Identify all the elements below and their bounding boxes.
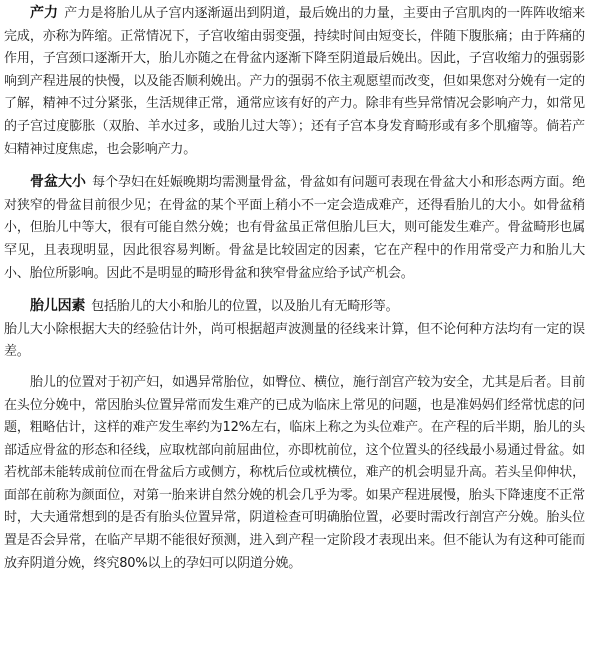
section-heading: 产力 xyxy=(30,5,59,21)
fetal-position-paragraph: 胎儿的位置对于初产妇，如遇异常胎位，如臀位、横位，施行剖宫产较为安全，尤其是后者。目前在头位分娩中，常因胎头位置异常而发生难产的已成为临床上常见的问题，也是准妈妈们经常忧虑的问题，粗略估计，这样的难产发生率约为12%左右，临床上称之为头位难产。在产程的后半期，胎儿的头部适应骨盆的形态和径线，应取枕部向前屈曲位，亦即枕前位，这个位置头的径线最小易通过骨盆。如若枕部未能转成前位而在骨盆后方或侧方，称枕后位或枕横位，难产的机会明显升高。若头呈仰伸状，面部在前称为颜面位，对第一胎来讲自然分娩的机会几乎为零。如果产程进展慢，胎头下降速度不正常时，大夫通常想到的是否有胎头位置异常，阴道检查可明确胎位置，必要时需改行剖宫产分娩。胎头位置是否会异常，在临产早期不能很好预测，进入到产程一定阶段才表现出来。但不能认为有这种可能而放弃阴道分娩，终究80%以上的孕妇可以阴道分娩。 xyxy=(4,374,585,571)
section-labor-force xyxy=(4,2,585,161)
fetal-size-paragraph: 胎儿大小除根据大夫的经验估计外，尚可根据超声波测量的径线来计算，但不论何种方法均有一定的误差。 xyxy=(4,321,585,360)
section-text: 包括胎儿的大小和胎儿的位置，以及胎儿有无畸形等。 xyxy=(91,299,399,315)
section-fetal-factors xyxy=(4,295,585,319)
section-text: 每个孕妇在妊娠晚期均需测量骨盆，骨盆如有问题可表现在骨盆大小和形态两方面。绝对狭窄的骨盆目前很少见；在骨盆的某个平面上稍小不一定会造成难产，还得看胎儿的大小。如骨盆稍小，但胎儿中等大，很有可能自然分娩；也有骨盆虽正常但胎儿巨大，则可能发生难产。骨盆畸形也属罕见，且表现明显，因此很容易判断。骨盆是比较固定的因素，它在产程中的作用常受产力和胎儿大小、胎位所影响。因此不是明显的畸形骨盆和狭窄骨盆应给予试产机会。 xyxy=(4,175,585,281)
section-heading: 胎儿因素 xyxy=(30,298,86,315)
section-heading: 骨盆大小 xyxy=(30,174,86,191)
section-text: 产力是将胎儿从子宫内逐渐逼出到阴道，最后娩出的力量，主要由子宫肌肉的一阵阵收缩来完成，亦称为阵缩。正常情况下，子宫收缩由弱变强，持续时间由短变长，伴随下腹胀痛；由于阵痛的作用，子宫颈口逐渐开大，胎儿亦随之在骨盆内逐渐下降至阴道最后娩出。因此，子宫收缩力的强弱影响到产程进展的快慢，以及能否顺利娩出。产力的强弱不依主观愿望而改变，但如果您对分娩有一定的了解，精神不过分紧张，生活规律正常，通常应该有好的产力。除非有些异常情况会影响产力，如常见的子宫过度膨胀（双胎、羊水过多，或胎儿过大等）；还有子宫本身发育畸形或有多个肌瘤等。倘若产妇精神过度焦虑，也会影响产力。 xyxy=(4,6,585,157)
section-pelvis-size xyxy=(4,171,585,285)
